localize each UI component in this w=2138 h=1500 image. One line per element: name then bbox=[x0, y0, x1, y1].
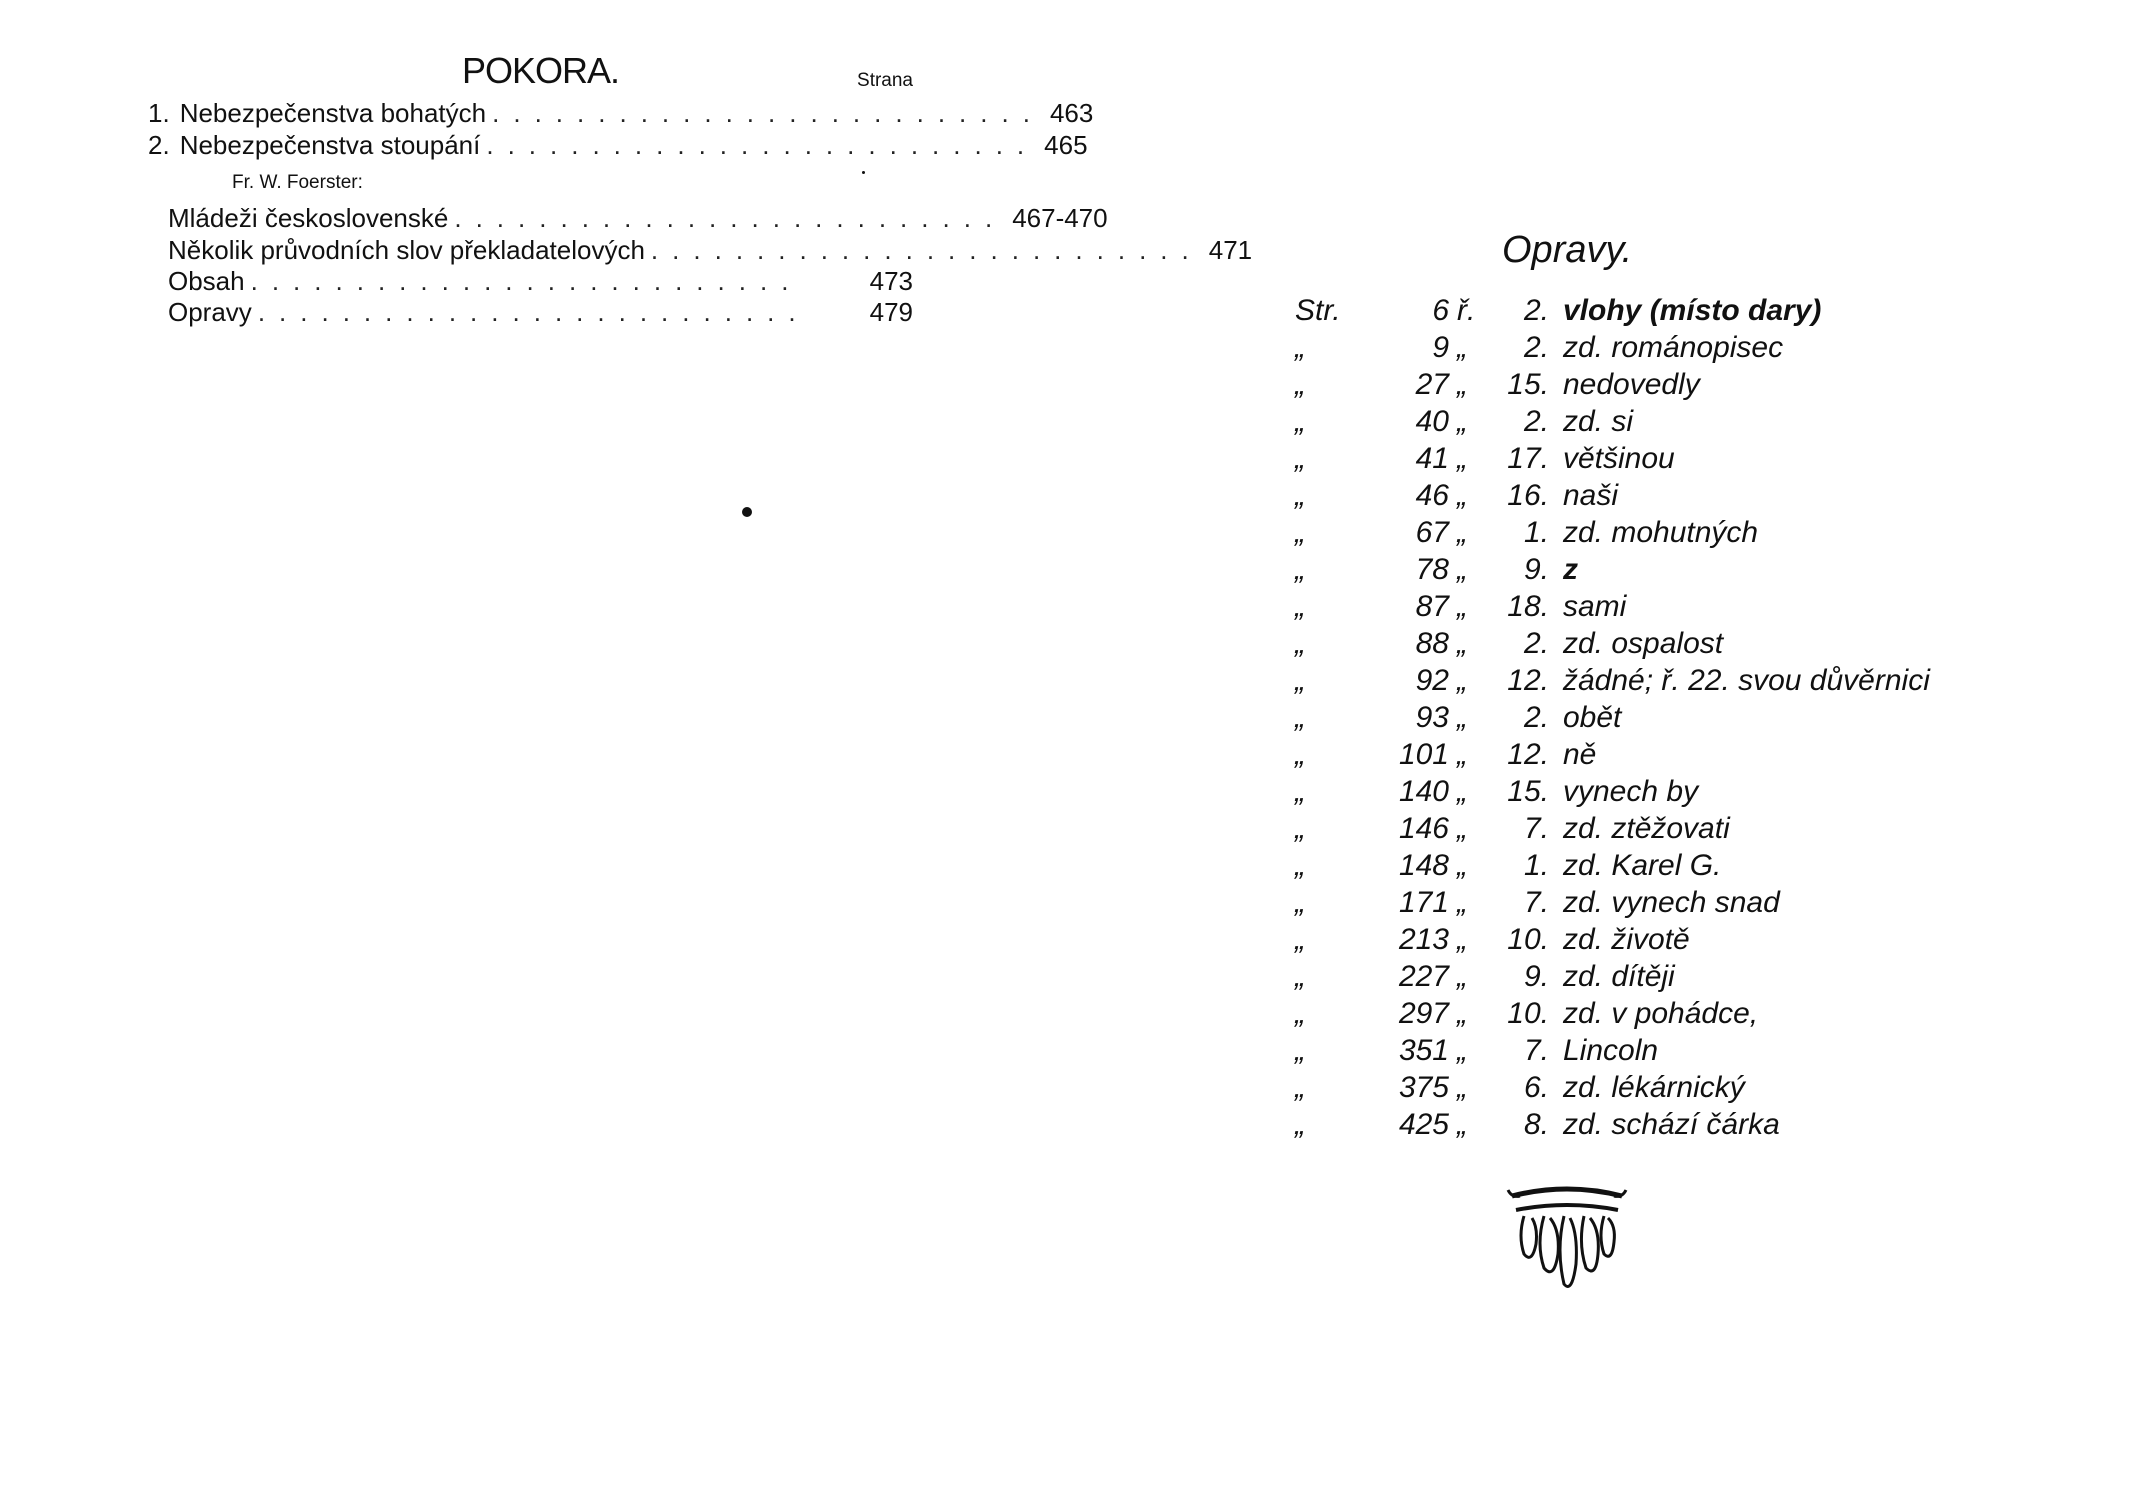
errata-line-number: 1. bbox=[1523, 849, 1549, 882]
errata-prefix: „ bbox=[1295, 849, 1305, 882]
errata-heading: Opravy. bbox=[1502, 229, 1633, 271]
toc-entry bbox=[148, 97, 1094, 129]
dot-leader: .......................... bbox=[250, 266, 803, 296]
errata-prefix: „ bbox=[1295, 1034, 1305, 1067]
errata-line-number: 2. bbox=[1523, 331, 1549, 364]
errata-prefix: „ bbox=[1295, 368, 1305, 401]
dot-leader: .......................... bbox=[650, 235, 1203, 265]
tailpiece-ornament-icon bbox=[1502, 1184, 1632, 1294]
errata-line-mark: „ bbox=[1457, 738, 1467, 771]
errata-page-number: 101 bbox=[1398, 738, 1449, 771]
errata-line-number: 8. bbox=[1523, 1108, 1549, 1141]
dot-leader: .......................... bbox=[257, 297, 810, 327]
toc-entry-page: 467-470 bbox=[1012, 203, 1108, 233]
toc-entry-page: 471 bbox=[1208, 235, 1253, 265]
toc-entry-page: 479 bbox=[869, 297, 913, 327]
errata-line-number: 2. bbox=[1523, 701, 1549, 734]
errata-prefix: „ bbox=[1295, 1071, 1305, 1104]
dot-leader: .......................... bbox=[492, 98, 1044, 128]
errata-line-number: 9. bbox=[1523, 960, 1549, 993]
errata-line-mark: „ bbox=[1457, 368, 1467, 401]
toc-entry-title: Nebezpečenstva stoupání bbox=[179, 130, 481, 160]
errata-line-number: 6. bbox=[1523, 1071, 1549, 1104]
dot-leader: .......................... bbox=[486, 130, 1039, 160]
errata-correction: Lincoln bbox=[1563, 1034, 1659, 1067]
errata-line-mark: „ bbox=[1457, 553, 1467, 586]
errata-page-number: 140 bbox=[1398, 775, 1449, 808]
errata-page-number: 40 bbox=[1415, 405, 1449, 438]
errata-correction: zd. lékárnický bbox=[1563, 1071, 1745, 1104]
errata-line-number: 12. bbox=[1507, 738, 1549, 771]
errata-page-number: 148 bbox=[1398, 849, 1449, 882]
errata-page bbox=[1069, 0, 2138, 1500]
section-heading: POKORA. bbox=[462, 50, 620, 91]
errata-line-mark: „ bbox=[1457, 812, 1467, 845]
errata-page-number: 425 bbox=[1398, 1108, 1449, 1141]
errata-page-number: 67 bbox=[1415, 516, 1449, 549]
toc-entry-page: 463 bbox=[1049, 98, 1094, 128]
errata-correction: zd. ztěžovati bbox=[1563, 812, 1730, 845]
errata-page-number: 92 bbox=[1415, 664, 1449, 697]
errata-prefix: „ bbox=[1295, 997, 1305, 1030]
errata-correction: zd. vynech snad bbox=[1563, 886, 1780, 919]
errata-line-mark: „ bbox=[1457, 886, 1467, 919]
toc-entry bbox=[148, 129, 1088, 161]
errata-line-mark: „ bbox=[1457, 1071, 1467, 1104]
errata-line-number: 17. bbox=[1507, 442, 1549, 475]
author-line: Fr. W. Foerster: bbox=[232, 172, 363, 193]
errata-page-number: 41 bbox=[1415, 442, 1449, 475]
errata-line-mark: „ bbox=[1457, 1108, 1467, 1141]
errata-line-number: 7. bbox=[1523, 886, 1549, 919]
errata-line-number: 2. bbox=[1523, 405, 1549, 438]
errata-correction: sami bbox=[1563, 590, 1627, 623]
errata-page-number: 9 bbox=[1432, 331, 1449, 364]
errata-line-number: 1. bbox=[1523, 516, 1549, 549]
errata-line-mark: „ bbox=[1457, 442, 1467, 475]
toc-entry-page: 473 bbox=[869, 266, 913, 296]
errata-line-number: 10. bbox=[1507, 997, 1549, 1030]
errata-page-number: 227 bbox=[1398, 960, 1449, 993]
errata-page-number: 297 bbox=[1398, 997, 1449, 1030]
errata-page-number: 351 bbox=[1398, 1034, 1449, 1067]
errata-correction: zd. Karel G. bbox=[1563, 849, 1722, 882]
errata-page-number: 171 bbox=[1398, 886, 1449, 919]
errata-line-number: 7. bbox=[1523, 1034, 1549, 1067]
errata-correction: žádné; ř. 22. svou důvěrnici bbox=[1563, 664, 1930, 697]
errata-line-number: 16. bbox=[1507, 479, 1549, 512]
errata-line-mark: „ bbox=[1457, 590, 1467, 623]
errata-prefix: „ bbox=[1295, 1108, 1305, 1141]
stray-dot bbox=[742, 507, 752, 517]
errata-line-mark: „ bbox=[1457, 960, 1467, 993]
errata-prefix: „ bbox=[1295, 960, 1305, 993]
errata-line-mark: „ bbox=[1457, 1034, 1467, 1067]
errata-prefix: „ bbox=[1295, 738, 1305, 771]
errata-correction: zd. si bbox=[1563, 405, 1634, 438]
errata-page-number: 375 bbox=[1398, 1071, 1449, 1104]
errata-line-number: 9. bbox=[1523, 553, 1549, 586]
errata-line-number: 15. bbox=[1507, 368, 1549, 401]
errata-correction: zd. životě bbox=[1563, 923, 1690, 956]
errata-page-number: 27 bbox=[1415, 368, 1449, 401]
toc-entry-title: Mládeži československé bbox=[168, 203, 449, 233]
errata-prefix: „ bbox=[1295, 590, 1305, 623]
toc-entry-title: Nebezpečenstva bohatých bbox=[179, 98, 487, 128]
toc-entry-title: Obsah bbox=[168, 266, 245, 296]
toc-entry bbox=[168, 202, 1108, 234]
errata-line-mark: „ bbox=[1457, 923, 1467, 956]
toc-entry-number: 2. bbox=[148, 130, 170, 160]
errata-line-number: 15. bbox=[1507, 775, 1549, 808]
errata-page-number: 46 bbox=[1415, 479, 1449, 512]
errata-prefix: „ bbox=[1295, 923, 1305, 956]
toc-entry bbox=[168, 296, 913, 328]
errata-prefix: „ bbox=[1295, 516, 1305, 549]
errata-page-number: 87 bbox=[1415, 590, 1449, 623]
toc-entry-title: Opravy bbox=[168, 297, 252, 327]
errata-page-number: 88 bbox=[1415, 627, 1449, 660]
errata-prefix: „ bbox=[1295, 701, 1305, 734]
errata-prefix: „ bbox=[1295, 405, 1305, 438]
toc-entry-title: Několik průvodních slov překladatelových bbox=[168, 235, 645, 265]
errata-correction: obět bbox=[1563, 701, 1622, 734]
errata-line-mark: „ bbox=[1457, 405, 1467, 438]
errata-correction: zd. mohutných bbox=[1563, 516, 1759, 549]
errata-prefix: „ bbox=[1295, 886, 1305, 919]
errata-line-number: 18. bbox=[1507, 590, 1549, 623]
stray-dot bbox=[862, 171, 865, 174]
errata-page-number: 78 bbox=[1415, 553, 1449, 586]
errata-correction: z bbox=[1563, 553, 1578, 586]
dot-leader: .......................... bbox=[454, 203, 1007, 233]
errata-prefix: „ bbox=[1295, 442, 1305, 475]
errata-prefix: Str. bbox=[1295, 294, 1341, 327]
errata-correction: zd. v pohádce, bbox=[1563, 997, 1759, 1030]
errata-correction: naši bbox=[1563, 479, 1619, 512]
errata-page-number: 213 bbox=[1398, 923, 1449, 956]
errata-prefix: „ bbox=[1295, 664, 1305, 697]
errata-line-mark: „ bbox=[1457, 664, 1467, 697]
errata-prefix: „ bbox=[1295, 331, 1305, 364]
toc-entry bbox=[168, 265, 913, 297]
errata-line-mark: „ bbox=[1457, 775, 1467, 808]
errata-correction: zd. schází čárka bbox=[1563, 1108, 1780, 1141]
errata-prefix: „ bbox=[1295, 479, 1305, 512]
errata-page-number: 146 bbox=[1398, 812, 1449, 845]
errata-line-mark: „ bbox=[1457, 997, 1467, 1030]
errata-line-number: 2. bbox=[1523, 294, 1549, 327]
errata-correction: ně bbox=[1563, 738, 1597, 771]
errata-correction: nedovedly bbox=[1563, 368, 1700, 401]
errata-correction: zd. dítěji bbox=[1563, 960, 1675, 993]
toc-entry bbox=[168, 234, 1253, 266]
errata-line-mark: „ bbox=[1457, 627, 1467, 660]
errata-line-number: 2. bbox=[1523, 627, 1549, 660]
errata-page-number: 93 bbox=[1415, 701, 1449, 734]
errata-correction: zd. ospalost bbox=[1563, 627, 1724, 660]
errata-line-number: 7. bbox=[1523, 812, 1549, 845]
errata-correction: vynech by bbox=[1563, 775, 1699, 808]
errata-line-mark: „ bbox=[1457, 849, 1467, 882]
errata-line-mark: ř. bbox=[1457, 294, 1476, 327]
errata-page-number: 6 bbox=[1432, 294, 1449, 327]
errata-line-mark: „ bbox=[1457, 479, 1467, 512]
errata-correction: většinou bbox=[1563, 442, 1675, 475]
toc-entry-page: 465 bbox=[1044, 130, 1088, 160]
errata-prefix: „ bbox=[1295, 553, 1305, 586]
errata-prefix: „ bbox=[1295, 627, 1305, 660]
page-column-header: Strana bbox=[857, 70, 913, 91]
errata-line-mark: „ bbox=[1457, 701, 1467, 734]
toc-entry-number: 1. bbox=[148, 98, 170, 128]
errata-prefix: „ bbox=[1295, 775, 1305, 808]
errata-prefix: „ bbox=[1295, 812, 1305, 845]
errata-correction: zd. románopisec bbox=[1563, 331, 1784, 364]
errata-line-mark: „ bbox=[1457, 516, 1467, 549]
errata-correction: vlohy (místo dary) bbox=[1563, 294, 1822, 327]
errata-line-number: 10. bbox=[1507, 923, 1549, 956]
errata-line-number: 12. bbox=[1507, 664, 1549, 697]
errata-line-mark: „ bbox=[1457, 331, 1467, 364]
